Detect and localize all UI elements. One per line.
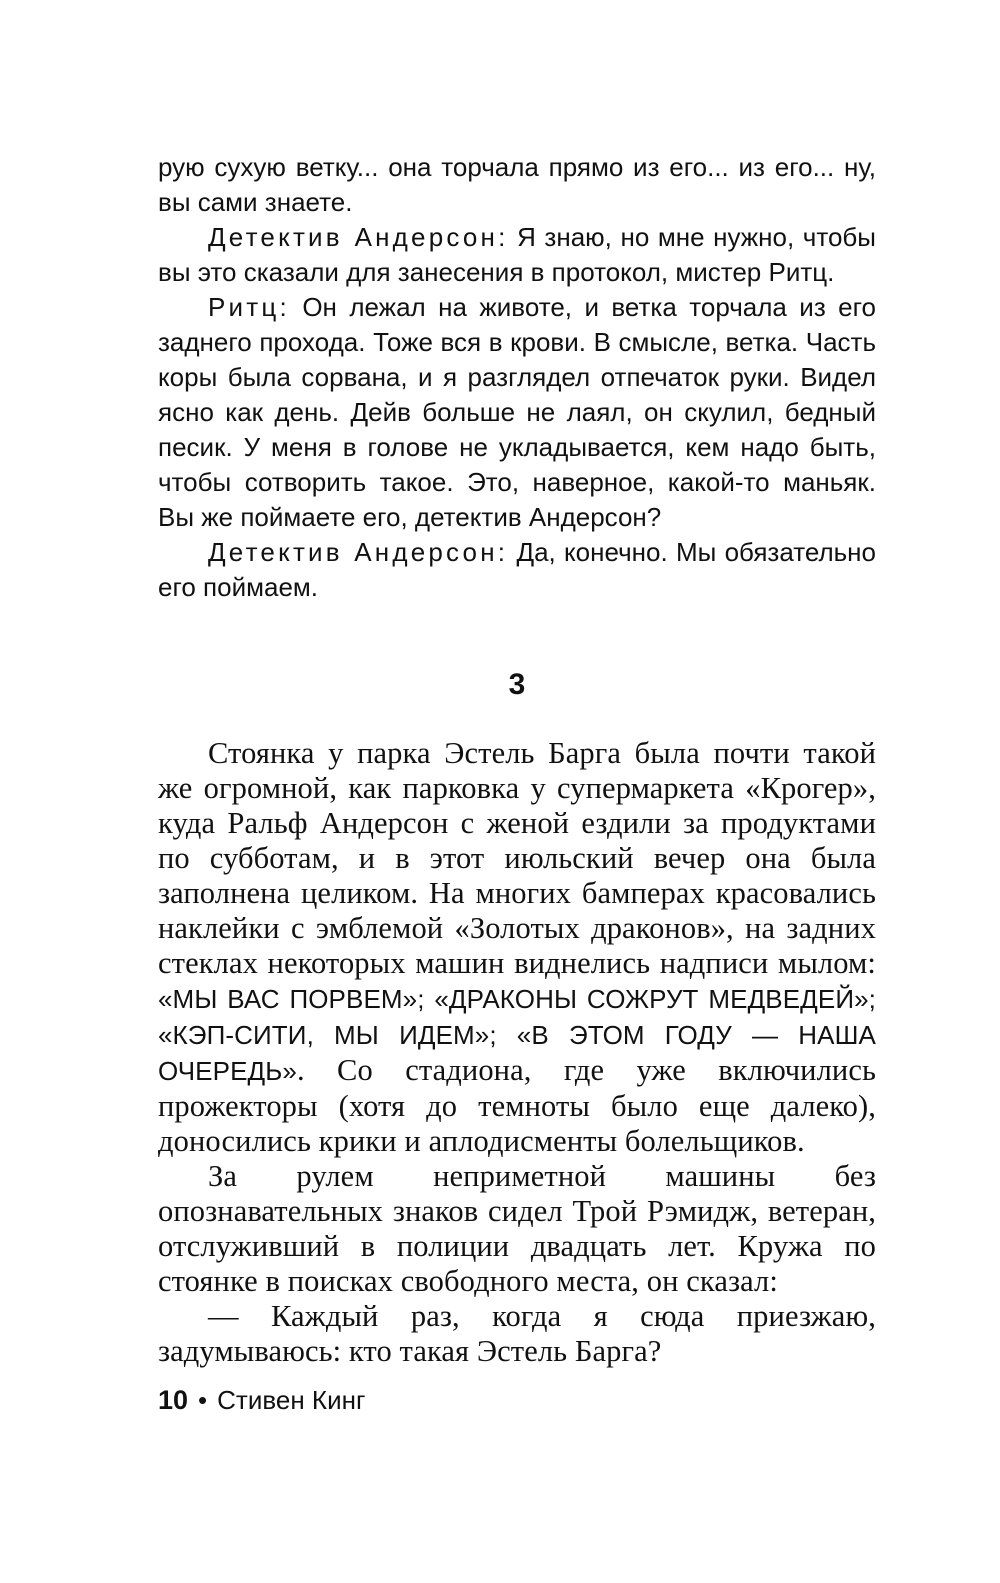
page-number: 10	[158, 1385, 189, 1415]
interview-paragraph-3	[158, 290, 876, 535]
narrative-text: . Со стадиона, где уже включились прожекторы (хотя до темноты было еще далеко), доносились крики и аплодисменты болельщиков.	[158, 1053, 876, 1158]
bullet-separator: •	[198, 1385, 208, 1415]
soap-slogans: «МЫ ВАС ПОРВЕМ»; «ДРАКОНЫ СОЖРУТ МЕДВЕДЕЙ»; «КЭП-СИТИ, МЫ ИДЕМ»; «В ЭТОМ ГОДУ — НАША ОЧЕРЕДЬ»	[158, 984, 876, 1086]
narrative-paragraph-3: — Каждый раз, когда я сюда приезжаю, задумываюсь: кто такая Эстель Барга?	[158, 1299, 876, 1368]
narrative-text: Стоянка у парка Эстель Барга была почти такой же огромной, как парковка у супермаркета «Крогер», куда Ральф Андерсон с женой ездили за продуктами по субботам, и в этот июльский вечер она была заполнена целиком. На многих бамперах красовались наклейки с эмблемой «Золотых драконов», на задних стеклах некоторых машин виднелись надписи мылом:	[158, 736, 876, 980]
speech-text: Да, конечно. Мы обязательно его поймаем.	[158, 537, 876, 602]
narrative-paragraph-2: За рулем неприметной машины без опознавательных знаков сидел Трой Рэмидж, ветеран, отслуживший в полиции двадцать лет. Кружа по стоянке в поисках свободного места, он сказал:	[158, 1159, 876, 1298]
speaker-label: Ритц:	[208, 292, 290, 322]
author-name: Стивен Кинг	[217, 1385, 366, 1415]
interview-paragraph-1: рую сухую ветку... она торчала прямо из его... из его... ну, вы сами знаете.	[158, 152, 876, 217]
speaker-label: Детектив Андерсон:	[208, 537, 509, 567]
page-body	[158, 150, 876, 1369]
chapter-number: 3	[508, 668, 526, 701]
speaker-label: Детектив Андерсон:	[208, 222, 509, 252]
interview-section	[158, 150, 876, 605]
interview-paragraph-2	[158, 220, 876, 290]
speech-text: Я знаю, но мне нужно, чтобы вы это сказали для занесения в протокол, мистер Ритц.	[158, 222, 876, 287]
narrative-section	[158, 736, 876, 1369]
speech-text: Он лежал на животе, и ветка торчала из его заднего прохода. Тоже вся в крови. В смысле, ветка. Часть коры была сорвана, и я разглядел отпечаток руки. Видел ясно как день. Дейв больше не лаял, он скулил, бедный песик. У меня в голове не укладывается, кем надо быть, чтобы сотворить такое. Это, наверное, какой-то маньяк. Вы же поймаете его, детектив Андерсон?	[158, 292, 876, 532]
interview-paragraph-4	[158, 535, 876, 605]
narrative-paragraph-1	[158, 736, 876, 1159]
page-footer	[158, 1383, 365, 1418]
